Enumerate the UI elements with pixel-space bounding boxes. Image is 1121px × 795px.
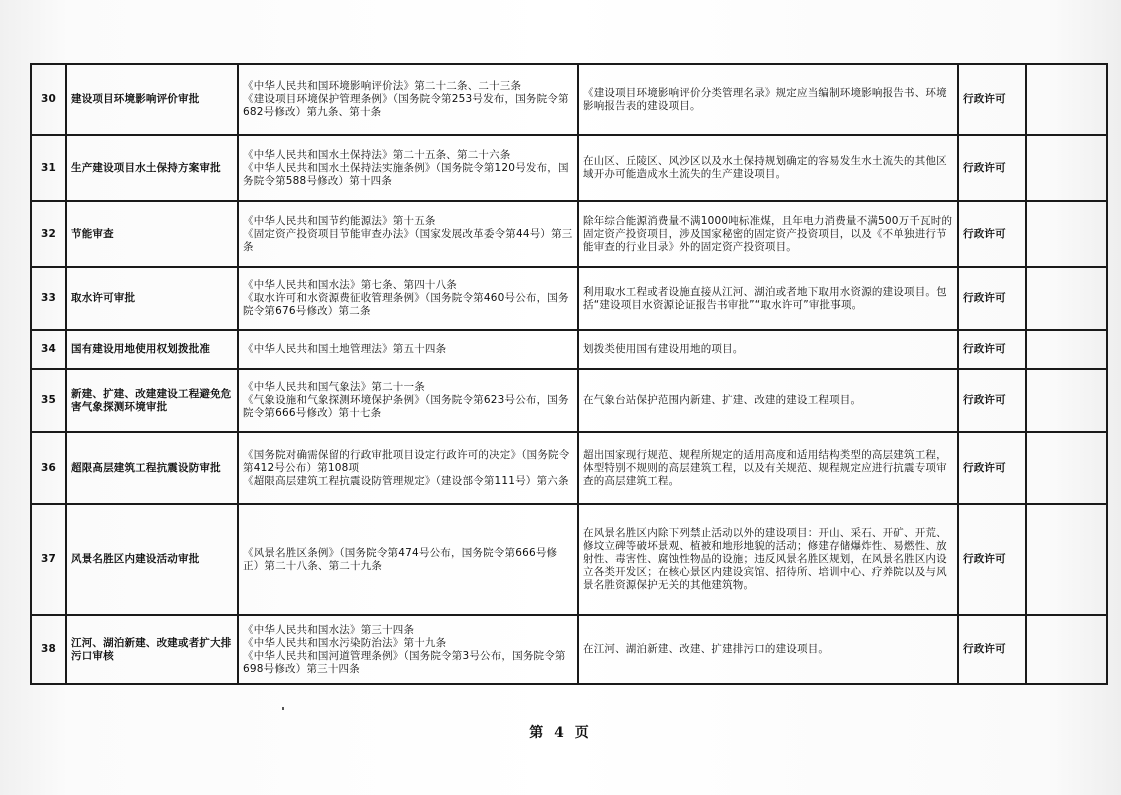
remarks-cell [1026, 504, 1107, 615]
legal-basis: 《中华人民共和国水法》第三十四条 《中华人民共和国水污染防治法》第十九条 《中华人民共和国河道管理条例》（国务院令第3号公布，国务院令第698号修改）第三十四条 [238, 615, 578, 684]
remarks-cell [1026, 615, 1107, 684]
legal-basis: 《国务院对确需保留的行政审批项目设定行政许可的决定》（国务院令第412号公布）第108项 《超限高层建筑工程抗震设防管理规定》（建设部令第111号）第六条 [238, 432, 578, 504]
item-name: 国有建设用地使用权划拨批准 [66, 330, 238, 369]
table-row [31, 64, 1107, 135]
approval-items-table [30, 63, 1108, 685]
applicable-scope: 划拨类使用国有建设用地的项目。 [578, 330, 958, 369]
applicable-scope: 超出国家现行规范、规程所规定的适用高度和适用结构类型的高层建筑工程，体型特别不规则的高层建筑工程，以及有关规范、规程规定应进行抗震专项审查的高层建筑工程。 [578, 432, 958, 504]
legal-basis: 《中华人民共和国环境影响评价法》第二十二条、二十三条 《建设项目环境保护管理条例》（国务院令第253号发布，国务院令第682号修改）第九条、第十条 [238, 64, 578, 135]
legal-basis: 《中华人民共和国水法》第七条、第四十八条 《取水许可和水资源费征收管理条例》（国务院令第460号公布，国务院令第676号修改）第二条 [238, 267, 578, 330]
applicable-scope: 在江河、湖泊新建、改建、扩建排污口的建设项目。 [578, 615, 958, 684]
remarks-cell [1026, 369, 1107, 432]
row-number: 32 [31, 201, 66, 267]
table-body [31, 64, 1107, 684]
row-number: 38 [31, 615, 66, 684]
row-number: 31 [31, 135, 66, 201]
remarks-cell [1026, 135, 1107, 201]
remarks-cell [1026, 432, 1107, 504]
table-row [31, 615, 1107, 684]
legal-basis: 《中华人民共和国水土保持法》第二十五条、第二十六条 《中华人民共和国水土保持法实施条例》（国务院令第120号发布，国务院令第588号修改）第十四条 [238, 135, 578, 201]
item-name: 风景名胜区内建设活动审批 [66, 504, 238, 615]
item-name: 取水许可审批 [66, 267, 238, 330]
legal-basis: 《中华人民共和国节约能源法》第十五条 《固定资产投资项目节能审查办法》（国家发展改革委令第44号）第三条 [238, 201, 578, 267]
remarks-cell [1026, 64, 1107, 135]
applicable-scope: 在山区、丘陵区、风沙区以及水土保持规划确定的容易发生水土流失的其他区域开办可能造成水土流失的生产建设项目。 [578, 135, 958, 201]
item-type: 行政许可 [958, 615, 1026, 684]
applicable-scope: 除年综合能源消费量不满1000吨标准煤，且年电力消费量不满500万千瓦时的固定资产投资项目，涉及国家秘密的固定资产投资项目，以及《不单独进行节能审查的行业目录》外的固定资产投资项目。 [578, 201, 958, 267]
item-type: 行政许可 [958, 64, 1026, 135]
applicable-scope: 在风景名胜区内除下列禁止活动以外的建设项目：开山、采石、开矿、开荒、修坟立碑等破坏景观、植被和地形地貌的活动；修建存储爆炸性、易燃性、放射性、毒害性、腐蚀性物品的设施；违反风景名胜区规划，在风景名胜区内设立各类开发区；在核心景区内建设宾馆、招待所、培训中心、疗养院以及与风景名胜资源保护无关的其他建筑物。 [578, 504, 958, 615]
row-number: 34 [31, 330, 66, 369]
remarks-cell [1026, 201, 1107, 267]
item-type: 行政许可 [958, 135, 1026, 201]
row-number: 33 [31, 267, 66, 330]
table-row [31, 369, 1107, 432]
table-row [31, 135, 1107, 201]
item-name: 超限高层建筑工程抗震设防审批 [66, 432, 238, 504]
row-number: 35 [31, 369, 66, 432]
item-name: 新建、扩建、改建建设工程避免危害气象探测环境审批 [66, 369, 238, 432]
table-row [31, 201, 1107, 267]
item-name: 江河、湖泊新建、改建或者扩大排污口审核 [66, 615, 238, 684]
item-name: 节能审查 [66, 201, 238, 267]
table-row [31, 432, 1107, 504]
item-type: 行政许可 [958, 201, 1026, 267]
item-type: 行政许可 [958, 432, 1026, 504]
item-name: 生产建设项目水土保持方案审批 [66, 135, 238, 201]
row-number: 37 [31, 504, 66, 615]
item-type: 行政许可 [958, 330, 1026, 369]
remarks-cell [1026, 330, 1107, 369]
legal-basis: 《风景名胜区条例》（国务院令第474号公布，国务院令第666号修正）第二十八条、第二十九条 [238, 504, 578, 615]
table-row [31, 267, 1107, 330]
row-number: 36 [31, 432, 66, 504]
table-row [31, 330, 1107, 369]
page-number: 第 4 页 [529, 725, 592, 741]
scan-speck [282, 707, 284, 710]
remarks-cell [1026, 267, 1107, 330]
item-type: 行政许可 [958, 504, 1026, 615]
applicable-scope: 《建设项目环境影响评价分类管理名录》规定应当编制环境影响报告书、环境影响报告表的建设项目。 [578, 64, 958, 135]
item-type: 行政许可 [958, 369, 1026, 432]
applicable-scope: 利用取水工程或者设施直接从江河、湖泊或者地下取用水资源的建设项目。包括“建设项目水资源论证报告书审批”“取水许可”审批事项。 [578, 267, 958, 330]
row-number: 30 [31, 64, 66, 135]
legal-basis: 《中华人民共和国土地管理法》第五十四条 [238, 330, 578, 369]
table-row [31, 504, 1107, 615]
item-type: 行政许可 [958, 267, 1026, 330]
legal-basis: 《中华人民共和国气象法》第二十一条 《气象设施和气象探测环境保护条例》（国务院令第623号公布，国务院令第666号修改）第十七条 [238, 369, 578, 432]
applicable-scope: 在气象台站保护范围内新建、扩建、改建的建设工程项目。 [578, 369, 958, 432]
item-name: 建设项目环境影响评价审批 [66, 64, 238, 135]
